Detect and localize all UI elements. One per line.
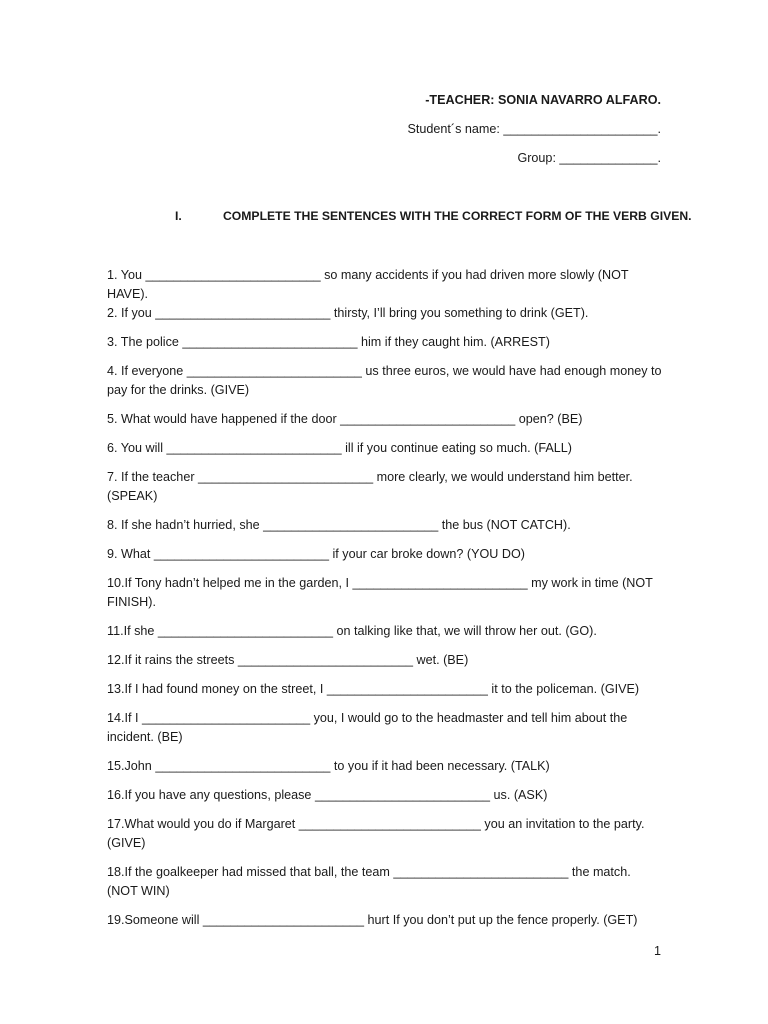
section-number: I. bbox=[175, 209, 182, 223]
exercise-item: 4. If everyone _________________________ us three euros, we would have had enough money to pay for the drinks. (GIVE) bbox=[107, 364, 662, 397]
exercise-item: 13.If I had found money on the street, I _______________________ it to the policeman. (GIVE) bbox=[107, 682, 640, 696]
exercise-item: 12.If it rains the streets _________________________ wet. (BE) bbox=[107, 653, 469, 667]
exercise-item: 6. You will _________________________ ill if you continue eating so much. (FALL) bbox=[107, 441, 572, 455]
section-instruction: COMPLETE THE SENTENCES WITH THE CORRECT FORM OF THE VERB GIVEN. bbox=[223, 209, 692, 223]
section-heading bbox=[175, 209, 692, 223]
exercise-item: 3. The police _________________________ him if they caught him. (ARREST) bbox=[107, 335, 550, 349]
exercise-item: 1. You _________________________ so many accidents if you had driven more slowly (NOT HAVE). bbox=[107, 268, 629, 301]
exercise-list bbox=[107, 266, 663, 940]
exercise-item: 2. If you _________________________ thirsty, I’ll bring you something to drink (GET). bbox=[107, 306, 589, 320]
exercise-item: 15.John _________________________ to you if it had been necessary. (TALK) bbox=[107, 759, 550, 773]
exercise-item: 8. If she hadn’t hurried, she _________________________ the bus (NOT CATCH). bbox=[107, 518, 571, 532]
exercise-item: 9. What _________________________ if your car broke down? (YOU DO) bbox=[107, 547, 525, 561]
page-number: 1 bbox=[653, 944, 661, 958]
exercise-item: 7. If the teacher _________________________ more clearly, we would understand him better. (SPEAK) bbox=[107, 470, 633, 503]
student-name-field: Student´s name: ______________________. bbox=[407, 122, 661, 136]
exercise-item: 5. What would have happened if the door _________________________ open? (BE) bbox=[107, 412, 583, 426]
exercise-item: 16.If you have any questions, please _________________________ us. (ASK) bbox=[107, 788, 548, 802]
exercise-item: 17.What would you do if Margaret __________________________ you an invitation to the party. (GIVE) bbox=[107, 817, 645, 850]
exercise-item: 11.If she _________________________ on talking like that, we will throw her out. (GO). bbox=[107, 624, 597, 638]
exercise-item: 10.If Tony hadn’t helped me in the garden, I _________________________ my work in time (NOT FINISH). bbox=[107, 576, 653, 609]
exercise-item: 19.Someone will _______________________ hurt If you don’t put up the fence properly. (GET) bbox=[107, 913, 638, 927]
exercise-item: 18.If the goalkeeper had missed that ball, the team _________________________ the match. (NOT WIN) bbox=[107, 865, 631, 898]
teacher-name: -TEACHER: SONIA NAVARRO ALFARO. bbox=[425, 93, 661, 107]
group-field: Group: ______________. bbox=[517, 151, 661, 165]
exercise-item: 14.If I ________________________ you, I would go to the headmaster and tell him about the incident. (BE) bbox=[107, 711, 628, 744]
